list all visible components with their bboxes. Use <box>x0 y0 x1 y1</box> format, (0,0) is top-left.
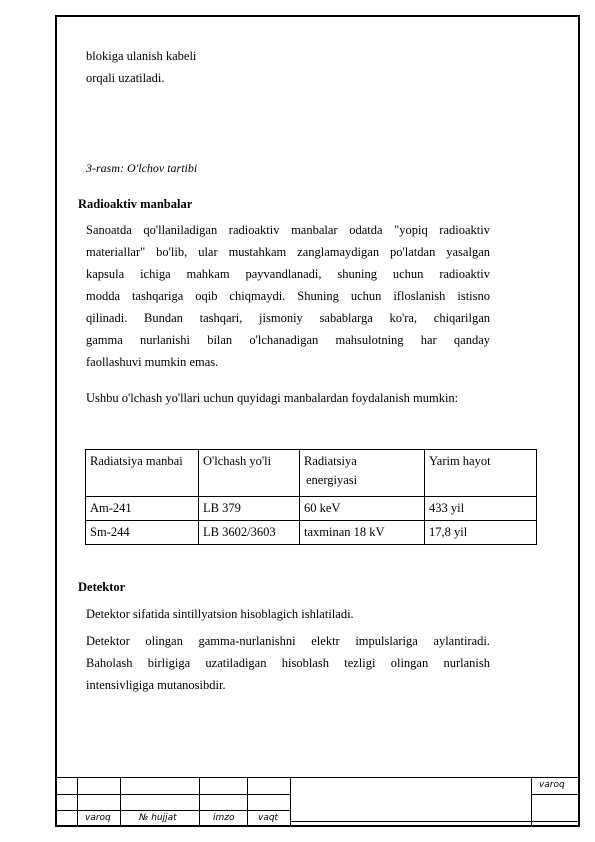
table-header-cell: O'lchash yo'li <box>199 450 300 497</box>
sources-table <box>85 449 537 545</box>
title-block-stamp <box>55 777 580 827</box>
table-cell: taxminan 18 kV <box>300 521 425 545</box>
paragraph-line: qilinadi. Bundan tashqari, jismoniy sabablarga ko'ra, chiqarilgan <box>86 311 490 325</box>
stamp-label-vaqt: vaqt <box>258 813 279 823</box>
table-intro: Ushbu o'lchash yo'llari uchun quyidagi manbalardan foydalanish mumkin: <box>86 391 459 405</box>
paragraph-line: intensivligiga mutanosibdir. <box>86 678 226 692</box>
paragraph-line: faollashuvi mumkin emas. <box>86 355 219 369</box>
table-cell: Sm-244 <box>86 521 199 545</box>
table-row <box>86 521 537 545</box>
intro-line-2: orqali uzatiladi. <box>86 71 165 85</box>
stamp-label-hujjat: № hujjat <box>139 813 177 823</box>
table-cell: 60 keV <box>300 497 425 521</box>
detector-paragraph <box>86 630 490 696</box>
table-header-cell: Radiatsiya manbai <box>86 450 199 497</box>
paragraph-line: kapsula ichiga mahkam payvandlanadi, shuning uchun radioaktiv <box>86 267 490 281</box>
table-cell: 17,8 yil <box>425 521 537 545</box>
section-heading-detector: Detektor <box>78 580 126 594</box>
intro-line-1: blokiga ulanish kabeli <box>86 49 197 63</box>
radioactive-sources-paragraph <box>86 219 490 373</box>
stamp-label-varoq-right: varoq <box>539 780 565 790</box>
table-row <box>86 497 537 521</box>
paragraph-line: modda tashqariga oqib chiqmaydi. Shuning uchun ifloslanish istisno <box>86 289 490 303</box>
table-header-cell: Yarim hayot <box>425 450 537 497</box>
stamp-label-imzo: imzo <box>213 813 235 823</box>
table-cell: Am-241 <box>86 497 199 521</box>
table-cell: 433 yil <box>425 497 537 521</box>
paragraph-line: Baholash birligiga uzatiladigan hisoblash tezligi olingan nurlanish <box>86 656 490 670</box>
paragraph-line: Sanoatda qo'llaniladigan radioaktiv manbalar odatda "yopiq radioaktiv <box>86 223 490 237</box>
section-heading-radioactive-sources: Radioaktiv manbalar <box>78 197 193 211</box>
paragraph-line: materiallar" bo'lib, ular mustahkam zanglamaydigan po'latdan yasalgan <box>86 245 490 259</box>
figure-caption: 3-rasm: O'lchov tartibi <box>86 161 198 175</box>
table-cell: LB 3602/3603 <box>199 521 300 545</box>
header-line: energiyasi <box>306 473 358 487</box>
page-frame <box>55 15 580 827</box>
stamp-label-varoq: varoq <box>85 813 111 823</box>
table-header-cell <box>300 450 425 497</box>
paragraph-line: Detektor olingan gamma-nurlanishni elektr impulslariga aylantiradi. <box>86 634 490 648</box>
paragraph-line: gamma nurlanishi bilan o'lchanadigan mahsulotning har qanday <box>86 333 490 347</box>
table-header-row <box>86 450 537 497</box>
header-line: Radiatsiya <box>304 454 357 468</box>
detector-sentence: Detektor sifatida sintillyatsion hisoblagich ishlatiladi. <box>86 607 354 621</box>
table-cell: LB 379 <box>199 497 300 521</box>
